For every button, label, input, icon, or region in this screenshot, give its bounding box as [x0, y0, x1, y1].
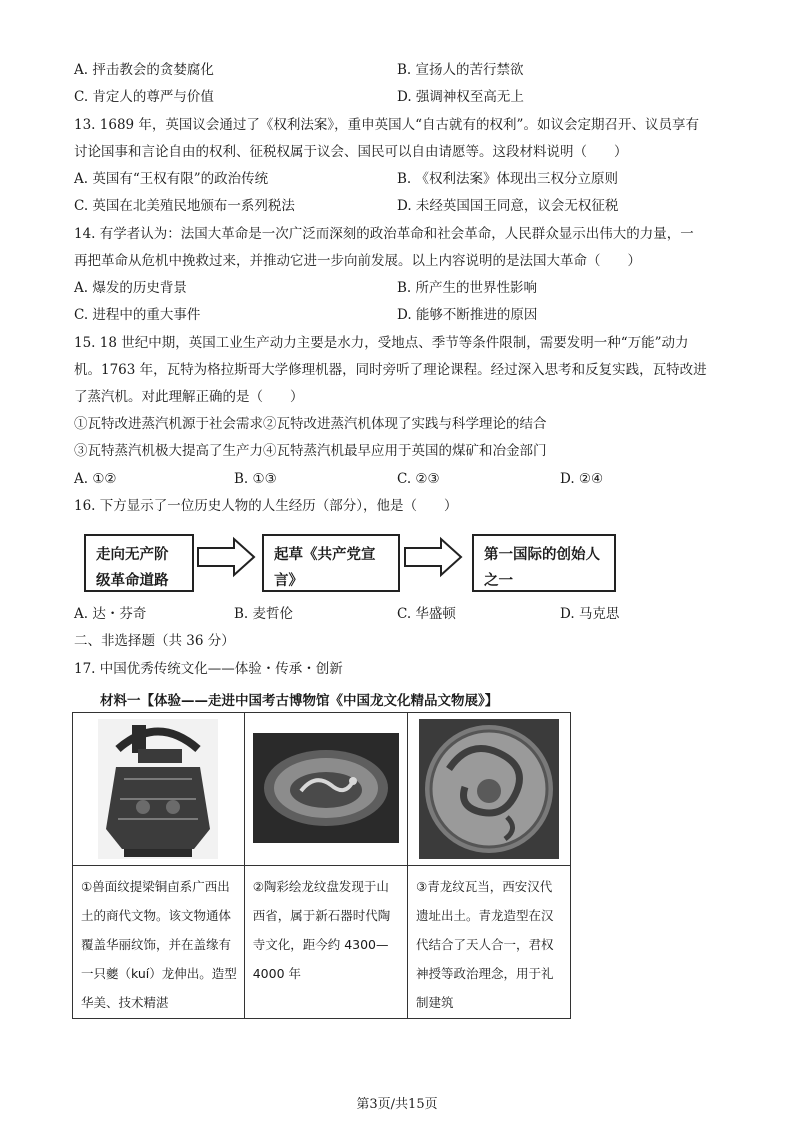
flow-box-2: 起草《共产党宣言》 [262, 534, 400, 592]
flow-arrow-1-icon [196, 536, 258, 578]
q13-option-c: C. 英国在北美殖民地颁布一系列税法 [74, 198, 295, 214]
q14-options-row-2 [74, 306, 734, 324]
material-table [72, 712, 571, 1019]
q15-option-c: C. ②③ [397, 471, 440, 487]
q12-option-a: A. 抨击教会的贪婪腐化 [74, 62, 214, 78]
q14-stem-line-1: 14. 有学者认为：法国大革命是一次广泛而深刻的政治革命和社会革命，人民群众显示出伟大的力量，一 [74, 226, 694, 242]
q15-stem-line-2: 机。1763 年，瓦特为格拉斯哥大学修理机器，同时旁听了理论课程。经过深入思考和反复实践，瓦特改进 [74, 362, 707, 378]
q15-item-line-1: ①瓦特改进蒸汽机源于社会需求②瓦特改进蒸汽机体现了实践与科学理论的结合 [74, 416, 547, 432]
flow-box-3: 第一国际的创始人之一 [472, 534, 616, 592]
page-footer: 第3页/共15页 [356, 1097, 438, 1112]
dragon-eave-tile-image [419, 719, 559, 859]
q13-option-d: D. 未经英国国王同意，议会无权征税 [397, 198, 619, 214]
q16-option-d: D. 马克思 [560, 606, 620, 622]
painted-dragon-plate-image [253, 733, 399, 843]
q12-option-c: C. 肯定人的尊严与价值 [74, 89, 214, 105]
q16-option-a: A. 达・芬奇 [74, 606, 147, 622]
caption-1: ①兽面纹提梁铜卣系广西出土的商代文物。该文物通体覆盖华丽纹饰，并在盖缘有一只夔（kuí）龙伸出。造型华美、技术精湛 [73, 866, 245, 1019]
q16-option-b: B. 麦哲伦 [234, 606, 294, 622]
q12-options-row-2 [74, 88, 734, 106]
caption-3: ③青龙纹瓦当，西安汉代遗址出土。青龙造型在汉代结合了天人合一，君权神授等政治理念，用于礼制建筑 [407, 866, 570, 1019]
q16-option-c: C. 华盛顿 [397, 606, 456, 622]
q14-option-d: D. 能够不断推进的原因 [397, 307, 538, 323]
q15-option-b: B. ①③ [234, 471, 277, 487]
image-cell-2 [244, 713, 407, 866]
q16-options-row [74, 605, 734, 623]
q15-options-row [74, 470, 734, 488]
q13-option-a: A. 英国有“王权有限”的政治传统 [74, 171, 269, 187]
q13-stem-line-2: 讨论国事和言论自由的权利、征税权属于议会、国民可以自由请愿等。这段材料说明（ ） [74, 144, 628, 160]
q13-stem-line-1: 13. 1689 年，英国议会通过了《权利法案》，重申英国人“自古就有的权利”。如议会定期召开、议员享有 [74, 117, 699, 133]
q13-options-row-2 [74, 197, 734, 215]
q15-stem-line-3: 了蒸汽机。对此理解正确的是（ ） [74, 389, 304, 405]
image-row [73, 713, 571, 866]
q14-stem-line-2: 再把革命从危机中挽救过来，并推动它进一步向前发展。以上内容说明的是法国大革命（ ） [74, 253, 641, 269]
section-heading: 二、非选择题（共 36 分） [74, 633, 235, 649]
q12-option-d: D. 强调神权至高无上 [397, 89, 524, 105]
q13-option-b: B. 《权利法案》体现出三权分立原则 [397, 171, 619, 187]
q15-option-a: A. ①② [74, 471, 117, 487]
q15-item-line-2: ③瓦特蒸汽机极大提高了生产力④瓦特蒸汽机最早应用于英国的煤矿和冶金部门 [74, 443, 547, 459]
q15-option-d: D. ②④ [560, 471, 604, 487]
q12-options-row-1 [74, 61, 734, 79]
flow-arrow-2-icon [403, 536, 465, 578]
q14-option-b: B. 所产生的世界性影响 [397, 280, 538, 296]
image-cell-1 [73, 713, 245, 866]
caption-row [73, 866, 571, 1019]
q14-option-a: A. 爆发的历史背景 [74, 280, 187, 296]
q14-options-row-1 [74, 279, 734, 297]
q15-stem-line-1: 15. 18 世纪中期，英国工业生产动力主要是水力，受地点、季节等条件限制，需要发明一种“万能”动力 [74, 335, 689, 351]
q13-options-row-1 [74, 170, 734, 188]
image-cell-3 [407, 713, 570, 866]
caption-2: ②陶彩绘龙纹盘发现于山西省，属于新石器时代陶寺文化，距今约 4300—4000 年 [244, 866, 407, 1019]
material-1-title: 材料一【体验——走进中国考古博物馆《中国龙文化精品文物展》】 [100, 693, 499, 709]
q12-option-b: B. 宣扬人的苦行禁欲 [397, 62, 524, 78]
q17-stem: 17. 中国优秀传统文化——体验・传承・创新 [74, 661, 343, 677]
q16-stem: 16. 下方显示了一位历史人物的人生经历（部分），他是（ ） [74, 498, 458, 514]
bronze-you-vessel-image [98, 719, 218, 859]
q14-option-c: C. 进程中的重大事件 [74, 307, 201, 323]
flow-box-1: 走向无产阶级革命道路 [84, 534, 194, 592]
